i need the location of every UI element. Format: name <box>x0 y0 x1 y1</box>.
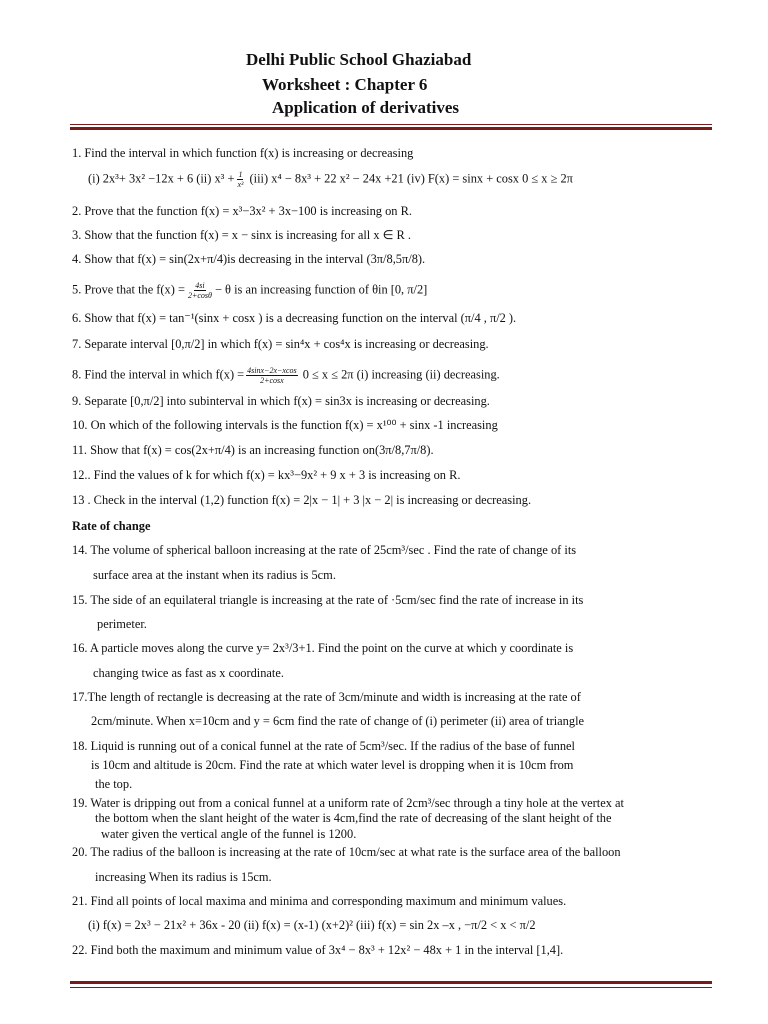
bottom-rule-thick <box>70 981 712 984</box>
section-title-rate-of-change: Rate of change <box>72 519 151 533</box>
question-18-line-3: the top. <box>95 777 133 791</box>
question-3: 3. Show that the function f(x) = x − sinx is increasing for all x ∈ R . <box>72 228 411 242</box>
question-1: 1. Find the interval in which function f(x) is increasing or decreasing <box>72 146 414 160</box>
question-10: 10. On which of the following intervals is the function f(x) = x¹⁰⁰ + sinx -1 increasing <box>72 418 498 432</box>
question-20-line-1: 20. The radius of the balloon is increasing at the rate of 10cm/sec at what rate is the surface area of the balloon <box>72 845 621 859</box>
top-rule-thick <box>70 127 712 130</box>
question-1-parts <box>88 170 573 189</box>
question-19-line-1: 19. Water is dripping out from a conical funnel at a uniform rate of 2cm³/sec through a tiny hole at the vertex at <box>72 796 624 810</box>
question-2: 2. Prove that the function f(x) = x³−3x² + 3x−100 is increasing on R. <box>72 204 412 218</box>
question-16-line-2: changing twice as fast as x coordinate. <box>93 666 284 680</box>
question-22: 22. Find both the maximum and minimum value of 3x⁴ − 8x³ + 12x² − 48x + 1 in the interval [1,4]. <box>72 943 564 957</box>
q8-fraction-denominator: 2+cosx <box>260 376 284 385</box>
question-12: 12.. Find the values of k for which f(x) = kx³−9x² + 9 x + 3 is increasing on R. <box>72 468 461 482</box>
question-7: 7. Separate interval [0,π/2] in which f(x) = sin⁴x + cos⁴x is increasing or decreasing. <box>72 337 489 351</box>
header-school: Delhi Public School Ghaziabad <box>246 50 472 69</box>
q1-fraction-numerator: 1 <box>238 170 243 179</box>
question-21-parts: (i) f(x) = 2x³ − 21x² + 36x - 20 (ii) f(x) = (x-1) (x+2)² (iii) f(x) = sin 2x –x , −π/2 < x < π/2 <box>88 918 536 932</box>
q8-end: 0 ≤ x ≤ 2π (i) increasing (ii) decreasing. <box>299 367 500 382</box>
question-21-line-1: 21. Find all points of local maxima and minima and corresponding maximum and minimum values. <box>72 894 567 908</box>
q5-start: 5. Prove that the f(x) = <box>72 282 185 297</box>
q5-fraction-numerator: 4si <box>195 281 205 290</box>
question-20-line-2: increasing When its radius is 15cm. <box>95 870 272 884</box>
q1-parts-start: (i) 2x³+ 3x² −12x + 6 (ii) x³ + <box>88 171 235 186</box>
question-5 <box>72 281 427 300</box>
question-19-line-3: water given the vertical angle of the funnel is 1200. <box>101 827 357 841</box>
q5-fraction-denominator: 2+cosθ <box>187 291 212 300</box>
q1-fraction-denominator: x³ <box>237 180 244 189</box>
question-6: 6. Show that f(x) = tan⁻¹(sinx + cosx ) is a decreasing function on the interval (π/4 , π/2 ). <box>72 311 517 325</box>
question-17-line-2: 2cm/minute. When x=10cm and y = 6cm find the rate of change of (i) perimeter (ii) area of triangle <box>91 714 585 728</box>
question-15-line-1: 15. The side of an equilateral triangle is increasing at the rate of ·5cm/sec find the rate of increase in its <box>72 593 584 607</box>
question-11: 11. Show that f(x) = cos(2x+π/4) is an increasing function on(3π/8,7π/8). <box>72 443 434 457</box>
question-14-line-2: surface area at the instant when its radius is 5cm. <box>93 568 336 582</box>
question-13: 13 . Check in the interval (1,2) function f(x) = 2|x − 1| + 3 |x − 2| is increasing or decreasing. <box>72 493 532 507</box>
q8-start: 8. Find the interval in which f(x) = <box>72 367 245 382</box>
header-worksheet: Worksheet : Chapter 6 <box>262 75 428 94</box>
question-9: 9. Separate [0,π/2] into subinterval in which f(x) = sin3x is increasing or decreasing. <box>72 394 490 408</box>
question-18-line-1: 18. Liquid is running out of a conical funnel at the rate of 5cm³/sec. If the radius of the base of funnel <box>72 739 575 753</box>
question-14-line-1: 14. The volume of spherical balloon increasing at the rate of 25cm³/sec . Find the rate of change of its <box>72 543 577 557</box>
question-8 <box>72 366 500 385</box>
question-15-line-2: perimeter. <box>97 617 147 631</box>
q1-fraction <box>236 170 244 189</box>
q5-end: − θ is an increasing function of θin [0, π/2] <box>214 282 428 297</box>
question-16-line-1: 16. A particle moves along the curve y= 2x³/3+1. Find the point on the curve at which y coordinate is <box>72 641 574 655</box>
header-topic: Application of derivatives <box>272 98 459 117</box>
question-4: 4. Show that f(x) = sin(2x+π/4)is decreasing in the interval (3π/8,5π/8). <box>72 252 426 266</box>
q5-fraction <box>187 281 213 300</box>
question-18-line-2: is 10cm and altitude is 20cm. Find the rate at which water level is dropping when it is 10cm from <box>91 758 574 772</box>
q8-fraction-numerator: 4sinx−2x−xcos <box>247 366 297 375</box>
question-17-line-1: 17.The length of rectangle is decreasing at the rate of 3cm/minute and width is increasing at the rate of <box>72 690 581 704</box>
question-19-line-2: the bottom when the slant height of the water is 4cm,find the rate of decreasing of the slant height of the <box>95 811 612 825</box>
top-rule-thin <box>70 124 712 125</box>
q1-parts-end: (iii) x⁴ − 8x³ + 22 x² − 24x +21 (iv) F(x) = sinx + cosx 0 ≤ x ≥ 2π <box>246 171 573 186</box>
bottom-rule-thin <box>70 987 712 988</box>
q8-fraction <box>246 366 297 385</box>
